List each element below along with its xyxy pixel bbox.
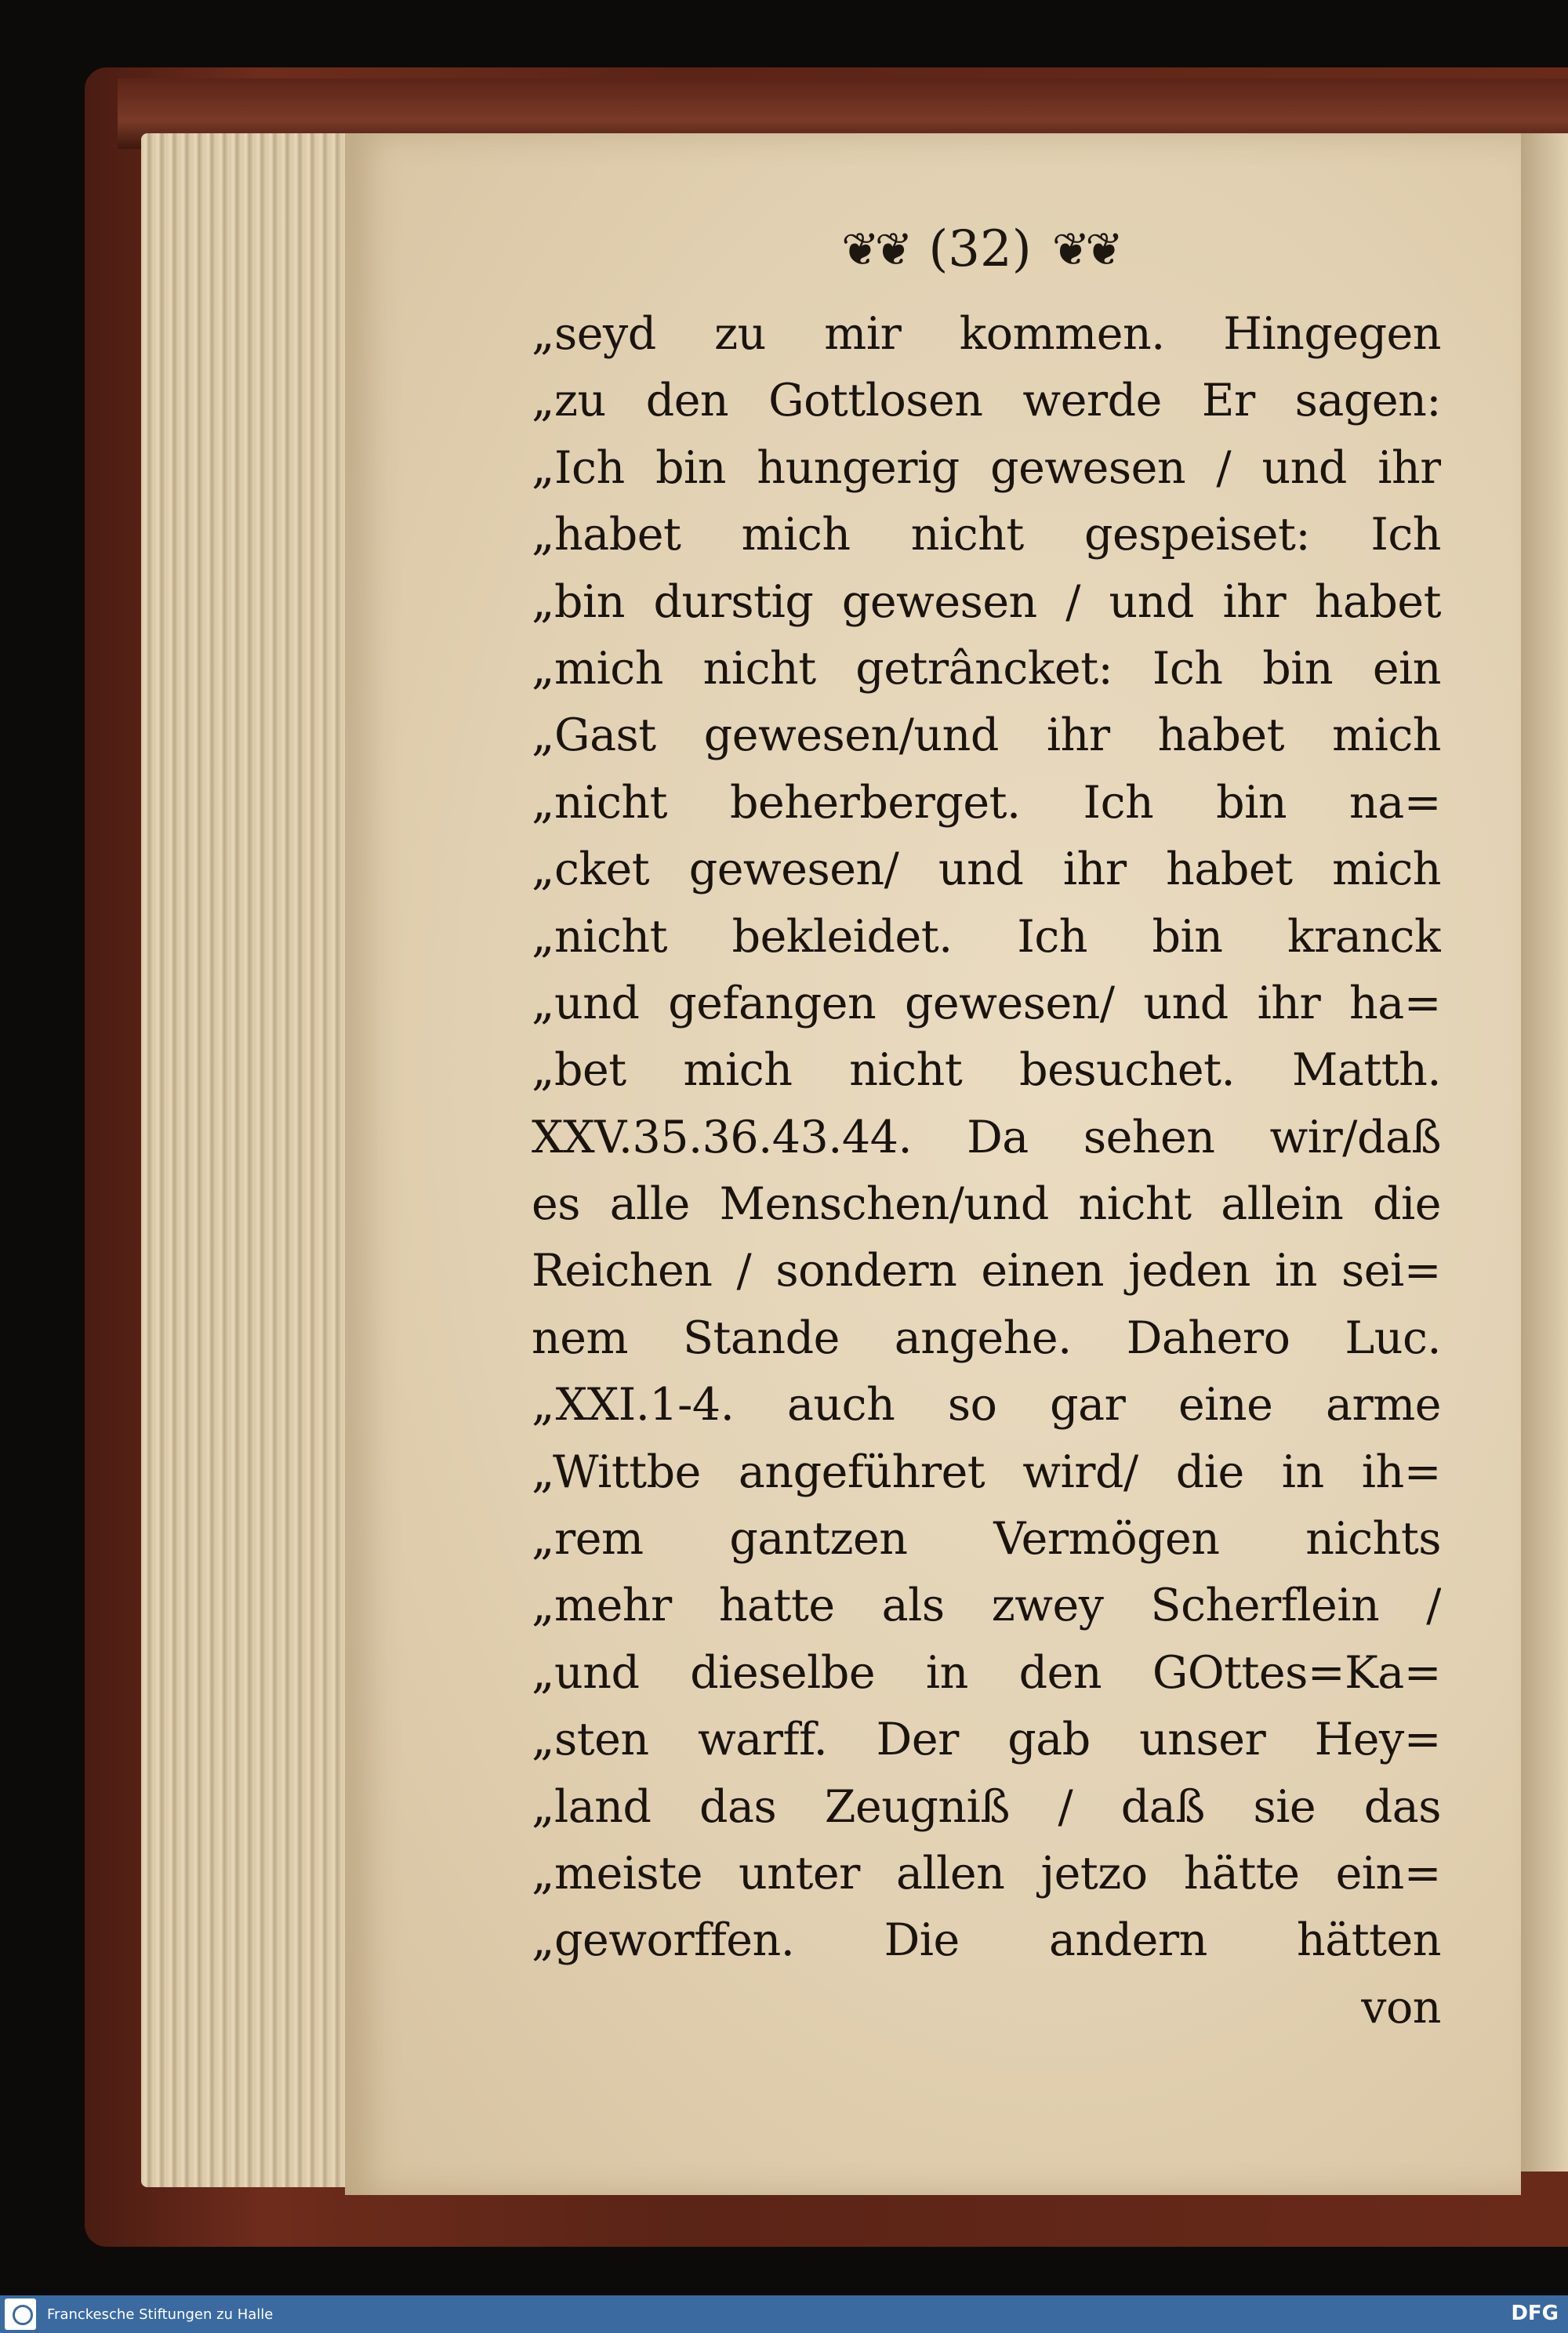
viewer-footer [0, 2295, 1568, 2333]
text-line: „rem gantzen Vermögen nichts [532, 1513, 1441, 1566]
ornament-left-icon: ❦❦ [841, 223, 909, 276]
text-line: „habet mich nicht gespeiset: Ich [532, 509, 1441, 561]
text-line: „Wittbe angeführet wird/ die in ih= [532, 1446, 1441, 1498]
ornament-right-icon: ❦❦ [1051, 223, 1119, 276]
text-line: „XXI.1-4. auch so gar eine arme [532, 1379, 1441, 1431]
page-number: (32) [928, 220, 1032, 278]
text-line: „seyd zu mir kommen. Hingegen [532, 308, 1441, 360]
page-text [532, 301, 1441, 2041]
text-line: XXV.35.36.43.44. Da sehen wir/daß [532, 1111, 1441, 1163]
text-line: „Ich bin hungerig gewesen / und ihr [532, 441, 1441, 494]
text-line: „land das Zeugniß / daß sie das [532, 1780, 1441, 1833]
institution-logo-icon [5, 2299, 36, 2330]
text-line: „bet mich nicht besuchet. Matth. [532, 1044, 1441, 1097]
facing-page-edge [1521, 133, 1568, 2172]
catchword: von [1361, 1981, 1441, 2034]
text-line: „sten warff. Der gab unser Hey= [532, 1714, 1441, 1766]
text-line: „und gefangen gewesen/ und ihr ha= [532, 977, 1441, 1029]
text-line: „zu den Gottlosen werde Er sagen: [532, 375, 1441, 427]
text-line: „geworffen. Die andern hätten [532, 1914, 1441, 1967]
text-line: „Gast gewesen/und ihr habet mich [532, 709, 1441, 762]
text-line: „cket gewesen/ und ihr habet mich [532, 844, 1441, 896]
text-line: „nicht beherberget. Ich bin na= [532, 776, 1441, 829]
page-edges [141, 133, 361, 2187]
text-line: „meiste unter allen jetzo hätte ein= [532, 1847, 1441, 1899]
text-line: „mich nicht getrâncket: Ich bin ein [532, 642, 1441, 695]
text-line: Reichen / sondern einen jeden in sei= [532, 1245, 1441, 1297]
text-line: „und dieselbe in den GOttes=Ka= [532, 1646, 1441, 1699]
text-line: nem Stande angehe. Dahero Luc. [532, 1312, 1441, 1364]
institution-name: Franckesche Stiftungen zu Halle [47, 2306, 274, 2323]
text-line: „bin durstig gewesen / und ihr habet [532, 575, 1441, 628]
dfg-logo: DFG [1511, 2302, 1559, 2325]
page-header [784, 210, 1176, 288]
text-line: es alle Menschen/und nicht allein die [532, 1178, 1441, 1231]
text-line: „nicht bekleidet. Ich bin kranck [532, 910, 1441, 963]
text-line: „mehr hatte als zwey Scherflein / [532, 1580, 1441, 1632]
